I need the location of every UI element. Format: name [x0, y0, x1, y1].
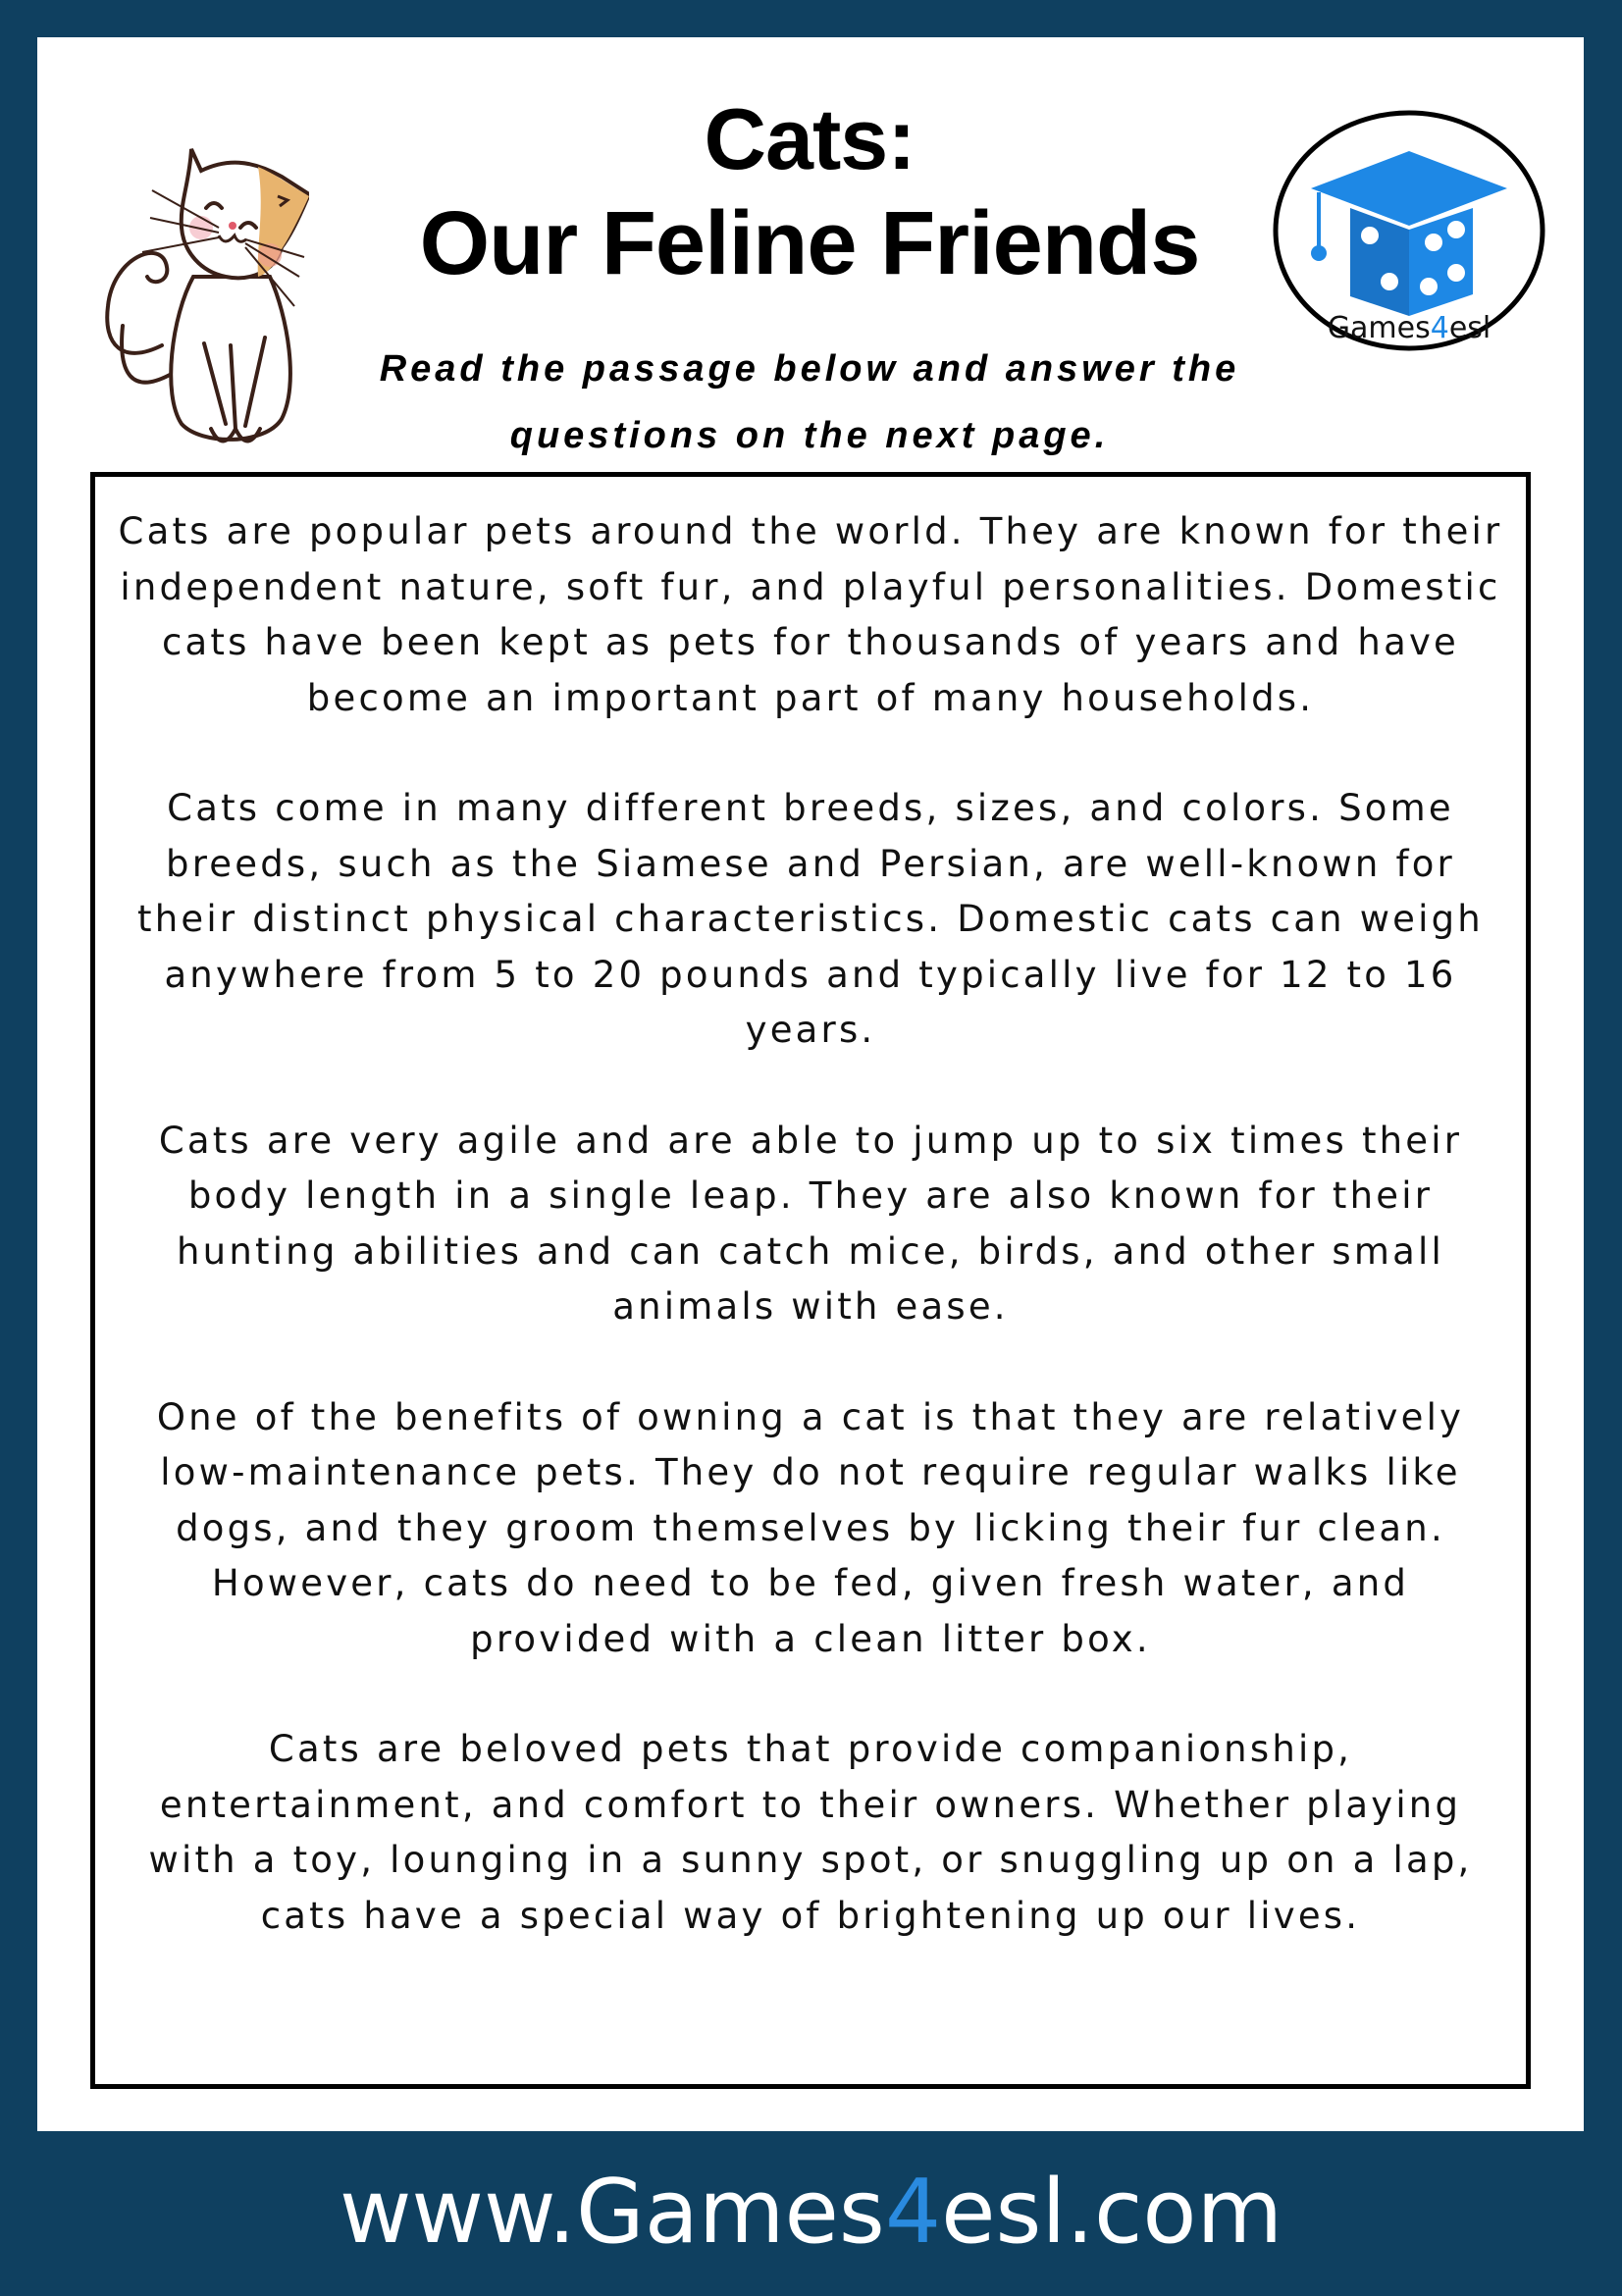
passage-paragraph-4: One of the benefits of owning a cat is that they are relatively low-maintenance pets. They do not require regular walks like dogs, and they groom themselves by licking their fur clean. However, cats do need to be fed, given fresh water, and provided with a clean litter box.	[156, 1395, 1465, 1660]
cat-illustration-icon	[64, 80, 309, 453]
title-line-1: Cats:	[704, 90, 916, 187]
reading-passage-box	[90, 472, 1531, 2089]
passage-paragraph-1: Cats are popular pets around the world. They are known for their independent nature, soft fur, and playful personalities. Domestic cats have been kept as pets for thousands of years and have become an important part of many households.	[118, 510, 1503, 719]
instructions: Read the passage below and answer the questions on the next page.	[379, 348, 1240, 456]
footer-url-accent: 4	[884, 2161, 942, 2264]
logo-brand-accent: 4	[1430, 311, 1449, 345]
footer-url-prefix: www.Games	[339, 2161, 885, 2264]
passage-paragraph-5: Cats are beloved pets that provide companionship, entertainment, and comfort to their owners. Whether playing with a toy, lounging in a sunny spot, or snuggling up on a lap, cats have a special way of brightening up our lives.	[148, 1728, 1473, 1937]
games4esl-logo	[1272, 110, 1546, 351]
title-line-2: Our Feline Friends	[419, 193, 1200, 293]
svg-text:Games4esl	[1328, 311, 1491, 345]
logo-brand-suffix: esl	[1448, 311, 1491, 345]
passage-paragraph-3: Cats are very agile and are able to jump up to six times their body length in a single leap. They are also known for their hunting abilities and can catch mice, birds, and other small animals with ease.	[158, 1119, 1463, 1328]
passage-paragraph-2: Cats come in many different breeds, sizes, and colors. Some breeds, such as the Siamese and Persian, are well-known for their distinct physical characteristics. Domestic cats can weigh anywhere from 5 to 20 pounds and typically live for 12 to 16 years.	[137, 787, 1484, 1051]
page-title	[324, 90, 1295, 298]
footer-url-suffix: esl.com	[941, 2161, 1283, 2264]
logo-brand-prefix: Games	[1327, 311, 1431, 345]
footer-url[interactable]	[0, 2159, 1622, 2267]
